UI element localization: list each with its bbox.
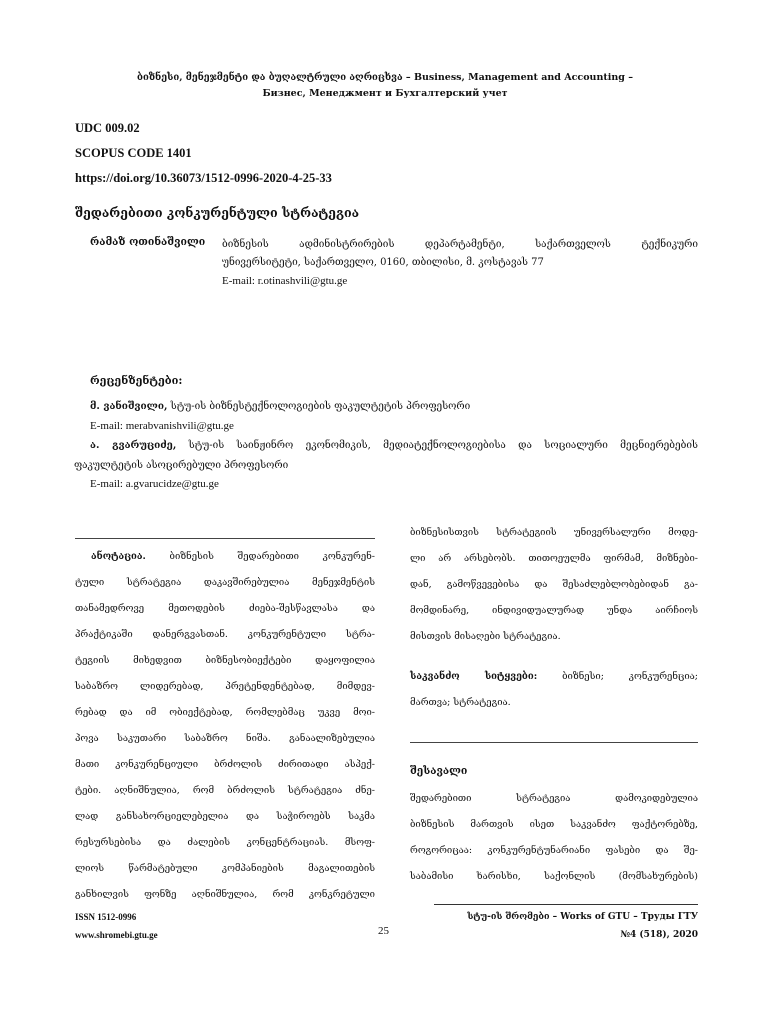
reviewer-2-role: სტუ-ის საინჟინრო ეკონომიკის, მედიატექნოლოგიებისა და სოციალური მეცნიერებების (176, 440, 698, 451)
reviewer-2-email[interactable]: E-mail: a.gvarucidze@gtu.ge (90, 478, 219, 490)
keywords-line1 (410, 664, 698, 690)
abstract-top-rule (75, 538, 375, 539)
abstract-line-text: საბაზრო ლიდერებად, პრეტენდენტებად, მიმდევ- (75, 681, 375, 692)
abstract-line (75, 830, 375, 856)
keywords-line2: მართვა; სტრატეგია. (410, 697, 511, 708)
reviewer-2-name: ა. გვარუციძე, (90, 440, 177, 451)
abstract-line-text: განხილვის ფონზე აღნიშნულია, რომ კონკრეტული (75, 889, 375, 900)
abstract-line-text: ლიოს წარმატებული კომპანიების მაგალითების (75, 863, 375, 874)
abstract-line (75, 726, 375, 752)
footer-website[interactable]: www.shromebi.gtu.ge (75, 930, 158, 940)
reviewer-2 (90, 436, 698, 456)
intro-line: შედარებითი სტრატეგია დამოკიდებულია (410, 793, 698, 804)
page-number: 25 (378, 925, 389, 937)
abstract-right-column (410, 520, 698, 650)
abstract-line-text: ბიზნესის შედარებითი კონკურენ- (145, 551, 375, 562)
doi-link[interactable]: https://doi.org/10.36073/1512-0996-2020-4-25-33 (75, 171, 332, 185)
affiliation-line1: ბიზნესის ადმინისტრირების დეპარტამენტი, საქართველოს ტექნიკური (222, 239, 698, 250)
udc-code: UDC 009.02 (75, 121, 140, 135)
abstract-line (75, 570, 375, 596)
abstract-right-line: ლი არ არსებობს. თითოეულმა ფირმამ, მიზნები- (410, 553, 698, 564)
footer-issue: №4 (518), 2020 (620, 930, 698, 940)
article-title: შედარებითი კონკურენტული სტრატეგია (75, 205, 360, 220)
abstract-line (75, 648, 375, 674)
abstract-right-line: მომდინარე, ინდივიდუალურად უნდა აირჩიოს (410, 605, 698, 616)
article-metadata (75, 116, 332, 191)
running-header-line1: ბიზნესი, მენეჯმენტი და ბუღალტრული აღრიცხვა – Business, Management and Accounting – (137, 72, 633, 83)
abstract-line (75, 778, 375, 804)
abstract-line-text: ტეგიის მიხედვით ბიზნესობიექტები დაყოფილია (75, 655, 375, 666)
abstract-line-text: თანამედროვე მეთოდების ძიება-შესწავლასა და (75, 603, 375, 614)
reviewer-1-role: სტუ-ის ბიზნესტექნოლოგიების ფაკულტეტის პროფესორი (167, 401, 471, 412)
footer-issn: ISSN 1512-0996 (75, 912, 137, 922)
intro-line: საბამისი ხარისხი, საქონლის (მომსახურების) (410, 871, 698, 882)
abstract-line-text: ლად განსახორციელებელია და საჭიროებს საკმა (75, 811, 375, 822)
intro-line: როგორიცაა: კონკურენტუნარიანი ფასები და შე- (410, 845, 698, 856)
abstract-line (75, 596, 375, 622)
scopus-code: SCOPUS CODE 1401 (75, 146, 192, 160)
reviewer-2-role-cont: ფაკულტეტის ასოცირებული პროფესორი (74, 459, 289, 471)
running-header (0, 70, 770, 102)
abstract-label: ანოტაცია. (91, 551, 146, 562)
keywords-block (410, 664, 698, 716)
abstract-line-text: ტული სტრატეგია დაკავშირებულია მენეჯმენტის (75, 577, 375, 588)
abstract-line-text: ტები. აღნიშნულია, რომ ბრძოლის სტრატეგია ძნე- (75, 785, 375, 796)
author-affiliation (222, 236, 698, 290)
keywords-first: ბიზნესი; კონკურენცია; (537, 671, 699, 682)
abstract-line (75, 674, 375, 700)
running-header-line2: Бизнес, Менеджмент и Бухгалтерский учет (262, 88, 508, 99)
abstract-right-line: დან, გამოწვევებისა და შესაძლებლობებიდან გა- (410, 579, 698, 590)
abstract-left-column (75, 544, 375, 908)
abstract-line (75, 700, 375, 726)
abstract-line-text: რებად და იმ ობიექტებად, რომლებმაც უკვე მოი- (75, 707, 375, 718)
abstract-line (75, 752, 375, 778)
abstract-line (75, 856, 375, 882)
footer-journal: სტუ-ის შრომები – Works of GTU – Труды ГТУ (467, 912, 698, 922)
author-email[interactable]: E-mail: r.otinashvili@gtu.ge (222, 275, 348, 287)
footer-right (467, 908, 698, 944)
intro-top-rule (410, 742, 698, 743)
abstract-line-text: პოვა საკუთარი საბაზრო ნიშა. განაალიზებულია (75, 733, 375, 744)
abstract-right-line: ბიზნესისთვის სტრატეგიის უნივერსალური მოდე- (410, 527, 698, 538)
keywords-label: საკვანძო სიტყვები: (410, 671, 538, 682)
reviewers-block (74, 397, 698, 495)
abstract-line-text: მათი კონკურენციული ბრძოლის ძირითადი ასპექ- (75, 759, 375, 770)
author-name: რამაზ ოთინაშვილი (90, 236, 206, 248)
abstract-line (75, 622, 375, 648)
affiliation-line2: უნივერსიტეტი, საქართველო, 0160, თბილისი, მ. კოსტავას 77 (222, 257, 544, 268)
reviewer-1-name: მ. ვანიშვილი, (90, 401, 168, 412)
intro-body (410, 786, 698, 890)
intro-heading: შესავალი (410, 765, 468, 777)
footer-rule (434, 904, 698, 905)
reviewer-1 (90, 397, 698, 417)
abstract-line (75, 804, 375, 830)
abstract-line (75, 544, 375, 570)
abstract-line (75, 882, 375, 908)
reviewers-heading: რეცენზენტები: (90, 374, 183, 387)
reviewer-1-email[interactable]: E-mail: merabvanishvili@gtu.ge (90, 419, 234, 432)
intro-line: ბიზნესის მართვის ისეთ საკვანძო ფაქტორებზე, (410, 819, 698, 830)
footer-left (75, 908, 158, 944)
abstract-line-text: რესურსებისა და ძალების კონცენტრაციას. მსოფ- (75, 837, 375, 848)
abstract-right-line: მისთვის მისაღები სტრატეგია. (410, 631, 561, 642)
abstract-line-text: პრაქტიკაში დანერგვასთან. კონკურენტული სტრა- (75, 629, 375, 640)
